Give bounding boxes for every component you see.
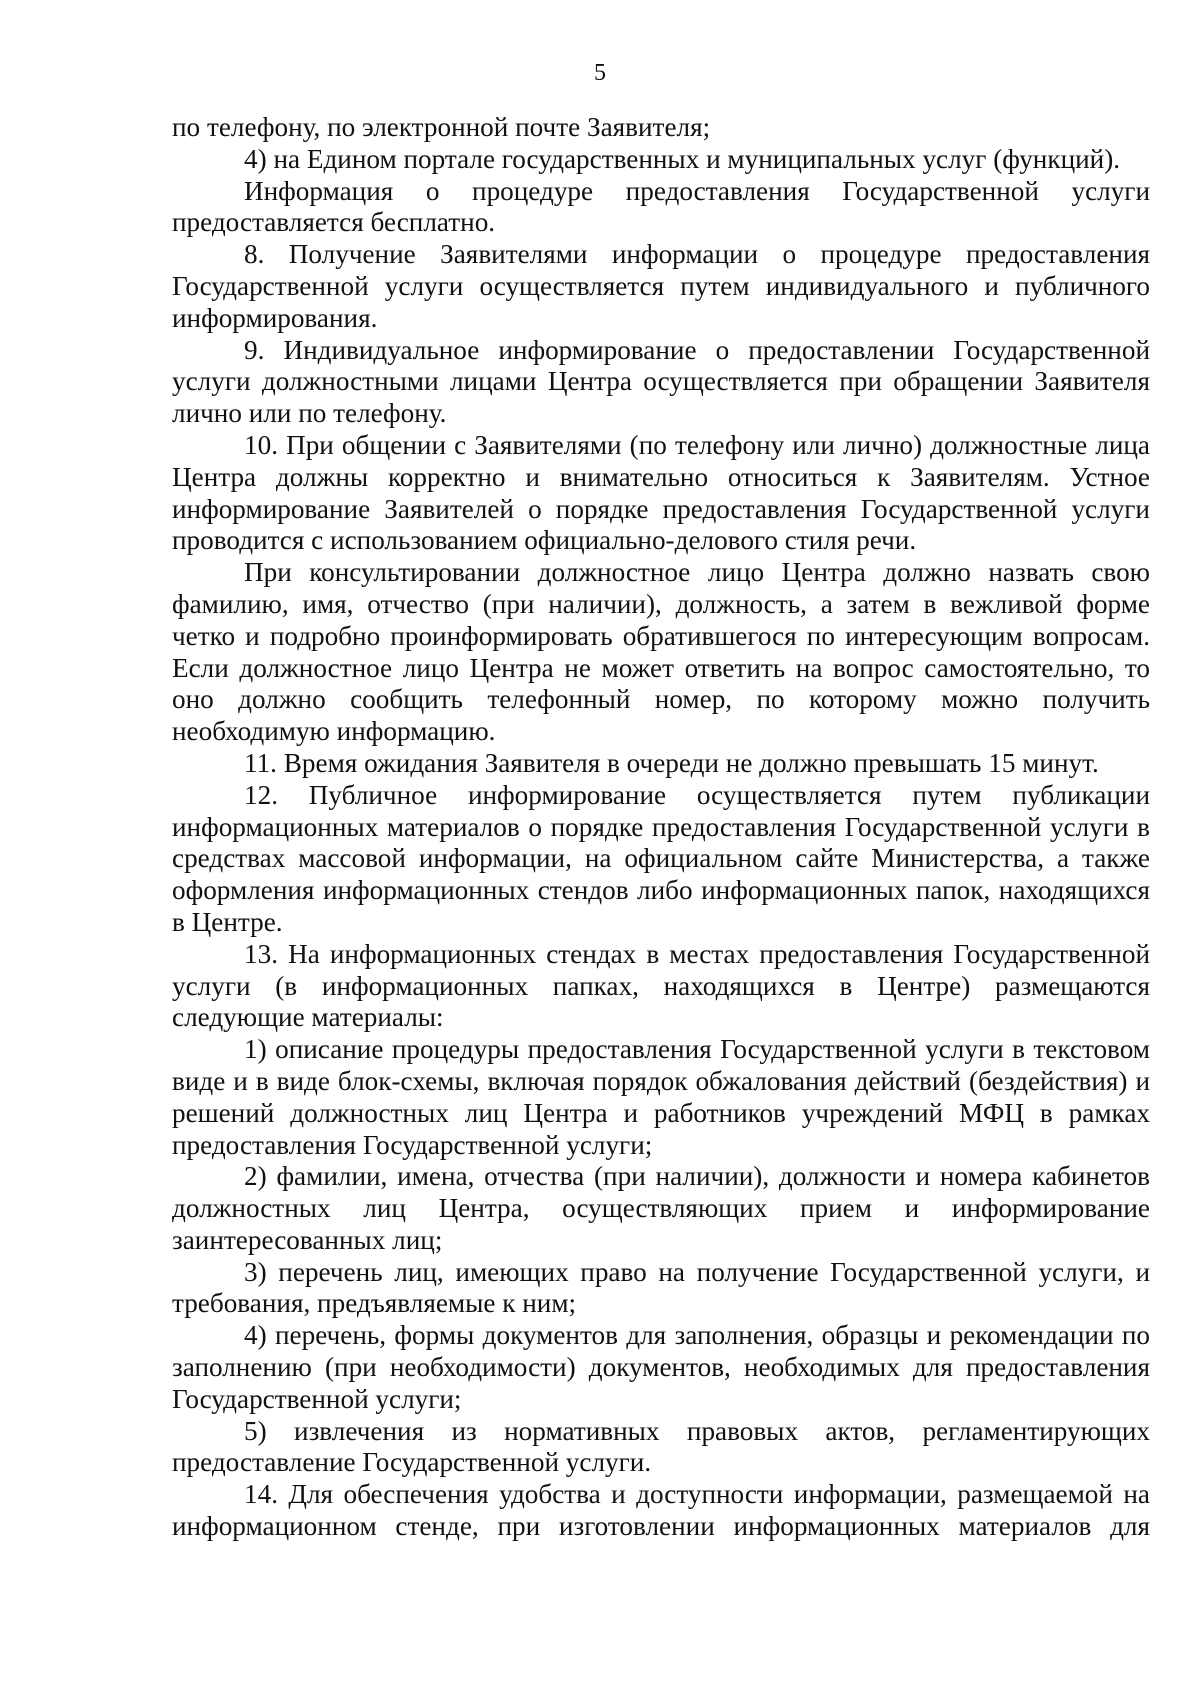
paragraph-8: 8. Получение Заявителями информации о процедуре предоставления Государственной услуги осуществляется путем индивидуального и публичного информирования.	[172, 239, 1150, 333]
paragraph-13: 13. На информационных стендах в местах предоставления Государственной услуги (в информационных папках, находящихся в Центре) размещаются следующие материалы:	[172, 938, 1150, 1033]
paragraph-11: 11. Время ожидания Заявителя в очереди не должно превышать 15 минут.	[244, 747, 1099, 778]
paragraph-free-info: Информация о процедуре предоставления Государственной услуги предоставляется бесплатно.	[172, 175, 1150, 238]
paragraph-14: 14. Для обеспечения удобства и доступности информации, размещаемой на информационном стенде, при изготовлении информационных материалов для	[172, 1479, 1150, 1542]
paragraph-continuation: по телефону, по электронной почте Заявителя;	[172, 112, 711, 142]
paragraph-consulting: При консультировании должностное лицо Центра должно назвать свою фамилию, имя, отчество (при наличии), должность, а затем в вежливой форме четко и подробно проинформировать обратившегося по интересующим вопросам. Если должностное лицо Центра не может ответить на вопрос самостоятельно, то оно должно сообщить телефонный номер, по которому можно получить необходимую информацию.	[172, 557, 1150, 747]
paragraph-item-4-portal: 4) на Едином портале государственных и муниципальных услуг (функций).	[244, 143, 1121, 174]
paragraph-12: 12. Публичное информирование осуществляется путем публикации информационных материалов о порядке предоставления Государственной услуги в средствах массовой информации, на официальном сайте Министерства, а также оформления информационных стендов либо информационных папок, находящихся в Центре.	[172, 779, 1150, 937]
paragraph-10: 10. При общении с Заявителями (по телефону или лично) должностные лица Центра должны корректно и внимательно относиться к Заявителям. Устное информирование Заявителей о порядке предоставления Государственной услуги проводится с использованием официально-делового стиля речи.	[172, 429, 1150, 556]
page-number: 5	[594, 60, 606, 86]
paragraph-13-item-2: 2) фамилии, имена, отчества (при наличии), должности и номера кабинетов должностных лиц Центра, осуществляющих прием и информирование заинтересованных лиц;	[172, 1161, 1150, 1255]
document-body	[172, 112, 1150, 1543]
paragraph-13-item-4: 4) перечень, формы документов для заполнения, образцы и рекомендации по заполнению (при необходимости) документов, необходимых для предоставления Государственной услуги;	[172, 1320, 1150, 1414]
paragraph-13-item-5: 5) извлечения из нормативных правовых актов, регламентирующих предоставление Государственной услуги.	[172, 1415, 1150, 1478]
paragraph-13-item-3: 3) перечень лиц, имеющих право на получение Государственной услуги, и требования, предъявляемые к ним;	[172, 1256, 1150, 1319]
paragraph-9: 9. Индивидуальное информирование о предоставлении Государственной услуги должностными лицами Центра осуществляется при обращении Заявителя лично или по телефону.	[172, 334, 1150, 429]
paragraph-13-item-1: 1) описание процедуры предоставления Государственной услуги в текстовом виде и в виде блок-схемы, включая порядок обжалования действий (бездействия) и решений должностных лиц Центра и работников учреждений МФЦ в рамках предоставления Государственной услуги;	[172, 1034, 1150, 1160]
